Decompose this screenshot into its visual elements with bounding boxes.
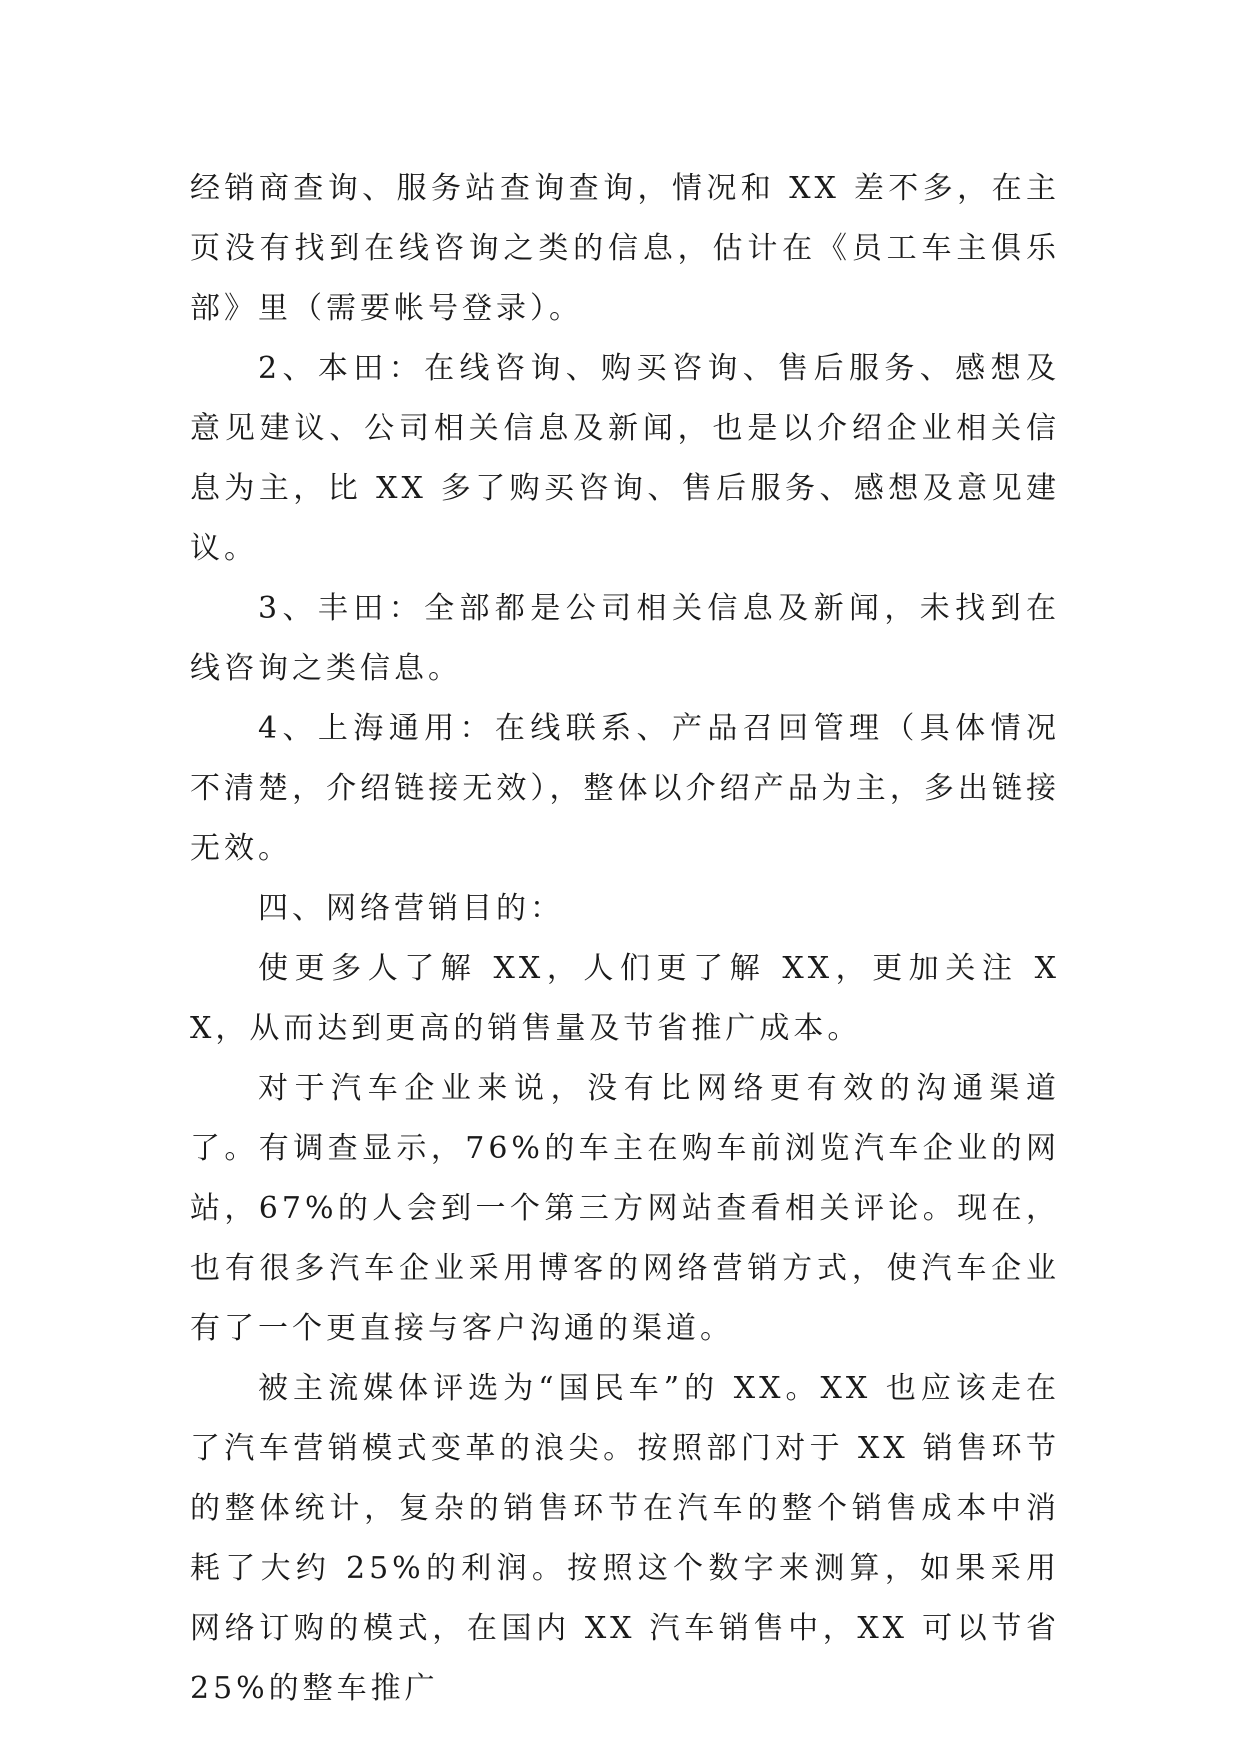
paragraph-honda: 2、本田：在线咨询、购买咨询、售后服务、感想及意见建议、公司相关信息及新闻，也是以介绍企业相关信息为主，比 XX 多了购买咨询、售后服务、感想及意见建议。 [190,351,1060,566]
paragraph-dealer-query: 经销商查询、服务站查询查询，情况和 XX 差不多，在主页没有找到在线咨询之类的信息，估计在《员工车主俱乐部》里（需要帐号登录）。 [190,171,1060,326]
paragraph-shanghai-gm: 4、上海通用：在线联系、产品召回管理（具体情况不清楚，介绍链接无效），整体以介绍产品为主，多出链接无效。 [190,711,1060,866]
paragraph-marketing-goal: 使更多人了解 XX，人们更了解 XX，更加关注 XX，从而达到更高的销售量及节省推广成本。 [190,951,1060,1046]
paragraph-online-channel: 对于汽车企业来说，没有比网络更有效的沟通渠道了。有调查显示，76%的车主在购车前浏览汽车企业的网站，67%的人会到一个第三方网站查看相关评论。现在，也有很多汽车企业采用博客的网络营销方式，使汽车企业有了一个更直接与客户沟通的渠道。 [190,1071,1060,1346]
document-body [190,159,1060,1719]
paragraph-national-car: 被主流媒体评选为“国民车”的 XX。XX 也应该走在了汽车营销模式变革的浪尖。按照部门对于 XX 销售环节的整体统计，复杂的销售环节在汽车的整个销售成本中消耗了大约 25%的利润。按照这个数字来测算，如果采用网络订购的模式，在国内 XX 汽车销售中，XX 可以节省 25%的整车推广 [190,1371,1060,1706]
section-heading-marketing-goal: 四、网络营销目的： [258,891,564,926]
paragraph-toyota: 3、丰田：全部都是公司相关信息及新闻，未找到在线咨询之类信息。 [190,591,1060,686]
